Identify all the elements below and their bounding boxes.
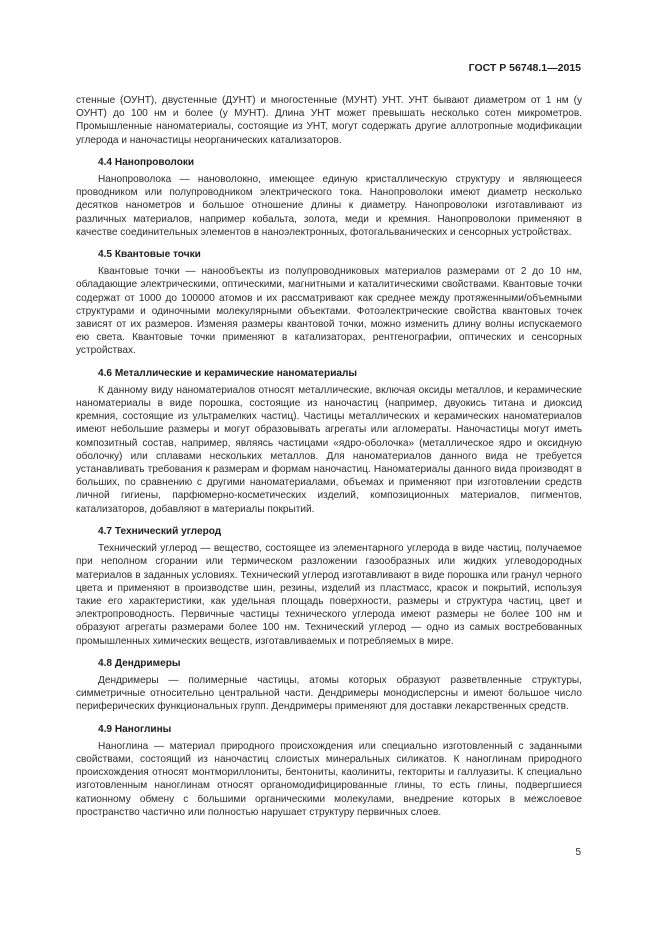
section-text: Квантовые точки — нанообъекты из полупроводниковых материалов размерами от 2 до 10 нм, обладающие электрическими, оптическими, магнитными и каталитическими свойствами. Квантовые точки содержат от 1000 до 100000 атомов и их рассматривают как среднее между протяженными/объемными структурами и одиночными молекулярными объектами. Фотоэлектрические свойства квантовых точек зависят от их размеров. Изменяя размеры квантовой точки, можно изменить длину волны испускаемого ею света. Квантовые точки применяют в катализаторах, рентгенографии, оптических и сенсорных устройствах.: [76, 266, 582, 357]
section-metal-ceramic: [76, 367, 582, 516]
section-heading: 4.9 Наноглины: [98, 723, 172, 735]
section-text: Технический углерод — вещество, состоящее из элементарного углерода в виде частиц, получаемое при неполном сгорании или термическом разложении газообразных или жидких углеводородных материалов в заданных условиях. Технический углерод изготавливают в виде порошка или гранул черного цвета и применяют в производстве шин, резины, изделий из пластмасс, красок и покрытий, используя такие его характеристики, как удельная площадь поверхности, размеры и структура частиц, цвет и электропроводность. Первичные частицы технического углерода имеют размеры не более 100 нм и образуют агрегаты размерами более 100 нм. Технический углерод — одно из самых востребованных промышленных химических веществ, изготавливаемых и потребляемых в мире.: [76, 543, 582, 647]
section-text: К данному виду наноматериалов относят металлические, включая оксиды металлов, и керамические наноматериалы в виде порошка, состоящие из наночастиц (например, двуокись титана и диоксид кремния, состоящие из ультрамелких частиц). Частицы металлических и керамических наноматериалов имеют небольшие размеры и могут образовывать агрегаты или агломераты. Наночастицы могут иметь композитный состав, например, являясь частицами «ядро-оболочка» (металлическое ядро и оксидную оболочку) или сплавами нескольких металлов. Для наноматериалов данного вида не требуется устанавливать требования к размерам и формам наночастиц. Наноматериалы данного вида производят в больших, по сравнению с другими наноматериалами, объемах и применяют при изготовлении средств личной гигиены, парфюмерно-косметических изделий, композиционных материалов, пигментов, катализаторов, добавляют в материалы покрытий.: [76, 384, 582, 515]
section-text: Наноглина — материал природного происхождения или специально изготовленный с заданными свойствами, состоящий из наночастиц слоистых минеральных силикатов. К наноглинам природного происхождения относят монтмориллониты, бентониты, каолиниты, гекториты и галлуазиты. К специально изготовленным наноглинам относят органомодифицированные глины, то есть глины, подвергшиеся катионному обмену с большими органическими молекулами, внедрение которых в межслоевое пространство частично или полностью нарушает структуру первичных слоев.: [76, 740, 582, 818]
section-nanoclays: [76, 723, 582, 819]
section-heading: 4.6 Металлические и керамические наноматериалы: [98, 367, 358, 379]
document-body: [76, 94, 582, 819]
section-carbon-black: [76, 525, 582, 648]
document-header: ГОСТ Р 56748.1—2015: [468, 62, 581, 74]
section-quantum-dots: [76, 248, 582, 358]
section-nanowires: [76, 156, 582, 239]
section-heading: 4.8 Дендримеры: [98, 657, 181, 669]
section-dendrimers: [76, 657, 582, 714]
section-heading: 4.4 Нанопроволоки: [98, 156, 195, 168]
section-heading: 4.7 Технический углерод: [98, 525, 222, 537]
section-text: Нанопроволока — нановолокно, имеющее единую кристаллическую структуру и являющееся проводником или полупроводником электрического тока. Нанопроволоки имеют диаметр несколько десятков нанометров и большое отношение длины к диаметру. Нанопроволоки изготавливают из различных материалов, например кобальта, золота, меди и кремния. Нанопроволоки применяют в качестве соединительных элементов в наноэлектронных, фотогальванических и сенсорных устройствах.: [76, 174, 582, 238]
section-heading: 4.5 Квантовые точки: [98, 249, 201, 261]
section-text: Дендримеры — полимерные частицы, атомы которых образуют разветвленные структуры, симметричные относительно центральной части. Дендримеры монодисперсны и имеют большое число периферических функциональных групп. Дендримеры применяют для доставки лекарственных средств.: [76, 674, 582, 713]
intro-paragraph: стенные (ОУНТ), двустенные (ДУНТ) и многостенные (МУНТ) УНТ. УНТ бывают диаметром от 1 нм (у ОУНТ) до 100 нм и более (у МУНТ). Длина УНТ может превышать несколько сотен микрометров. Промышленные наноматериалы, состоящие из УНТ, могут содержать другие аллотропные модификации углерода и наночастицы неорганических катализаторов.: [76, 95, 582, 146]
page-number: 5: [575, 847, 581, 858]
